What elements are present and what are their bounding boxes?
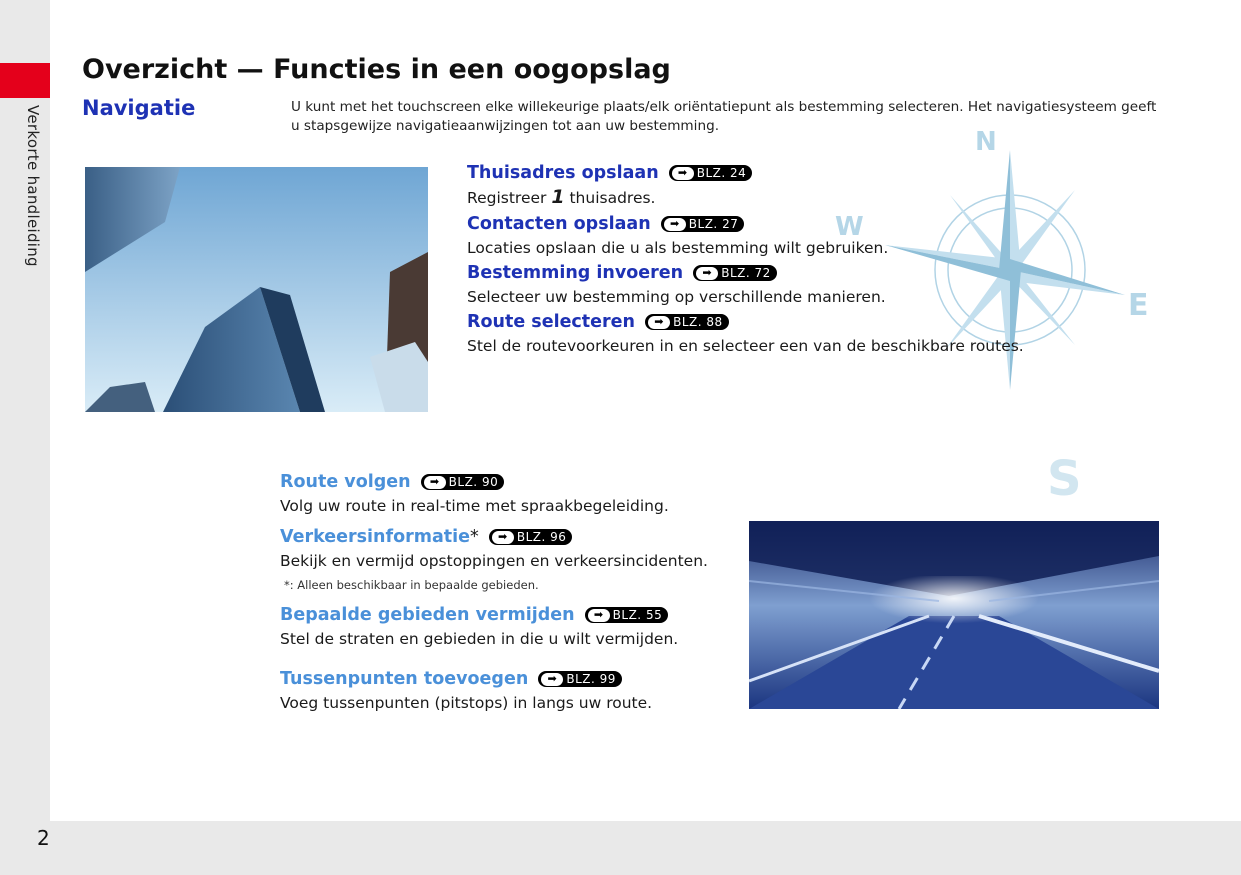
footnote-asterisk: *: [470, 527, 479, 547]
feature-title: Tussenpunten toevoegen: [280, 669, 529, 689]
skyscraper-photo: [85, 167, 428, 412]
preset-number: 1: [551, 186, 565, 208]
feature-title: Verkeersinformatie: [280, 527, 471, 547]
feature-contacts: [467, 213, 888, 259]
arrow-icon: ➡: [672, 167, 694, 180]
feature-description: Volg uw route in real-time met spraakbegeleiding.: [280, 497, 669, 515]
compass-letter-n: N: [975, 127, 997, 157]
section-intro: U kunt met het touchscreen elke willekeurige plaats/elk oriëntatiepunt als bestemming selecteren. Het navigatiesysteem geeft u stapsgewijze navigatieaanwijzingen tot aan uw bestemming.: [291, 99, 1157, 134]
feature-select-route: [467, 311, 1024, 357]
compass-letter-s: S: [1047, 451, 1082, 505]
feature-title: Bepaalde gebieden vermijden: [280, 605, 575, 625]
feature-title: Thuisadres opslaan: [467, 163, 659, 183]
feature-title: Bestemming invoeren: [467, 263, 684, 283]
feature-title: Route selecteren: [467, 312, 636, 332]
feature-avoid-areas: [280, 604, 678, 650]
page-ref-link[interactable]: ➡ BLZ. 88: [645, 314, 729, 330]
page-ref-link[interactable]: ➡ BLZ. 55: [585, 607, 669, 623]
feature-description: Stel de routevoorkeuren in en selecteer een van de beschikbare routes.: [467, 337, 1024, 355]
section-title: Navigatie: [82, 96, 196, 120]
page-ref-link[interactable]: ➡ BLZ. 72: [693, 265, 777, 281]
page-ref-link[interactable]: ➡ BLZ. 99: [538, 671, 622, 687]
feature-description: Selecteer uw bestemming op verschillende manieren.: [467, 288, 886, 306]
page-ref-link[interactable]: ➡ BLZ. 96: [489, 529, 573, 545]
feature-description: Stel de straten en gebieden in die u wilt vermijden.: [280, 630, 679, 648]
compass-letter-w: W: [835, 212, 864, 242]
feature-enter-destination: [467, 262, 886, 308]
page-ref-link[interactable]: ➡ BLZ. 24: [669, 165, 753, 181]
page-ref-link[interactable]: ➡ BLZ. 27: [661, 216, 745, 232]
feature-description: Voeg tussenpunten (pitstops) in langs uw route.: [280, 694, 653, 712]
sidebar-label: Verkorte handleiding: [24, 105, 42, 267]
page-ref-link[interactable]: ➡ BLZ. 90: [421, 474, 505, 490]
arrow-icon: ➡: [664, 218, 686, 231]
feature-follow-route: [280, 471, 669, 517]
feature-title: Contacten opslaan: [467, 214, 651, 234]
arrow-icon: ➡: [492, 531, 514, 544]
arrow-icon: ➡: [588, 609, 610, 622]
footnote: *: Alleen beschikbaar in bepaalde gebieden.: [284, 578, 539, 592]
page-number: 2: [37, 826, 50, 850]
feature-description: Locaties opslaan die u als bestemming wilt gebruiken.: [467, 239, 889, 257]
feature-add-waypoints: [280, 668, 652, 714]
footer-bar: [0, 821, 1241, 875]
feature-description: Registreer 1 thuisadres.: [467, 186, 656, 208]
feature-home-address: [467, 162, 752, 209]
feature-title: Route volgen: [280, 472, 411, 492]
section-tab-marker: [0, 63, 50, 98]
road-motion-photo: [749, 521, 1159, 709]
arrow-icon: ➡: [696, 267, 718, 280]
page-title: Overzicht — Functies in een oogopslag: [82, 54, 671, 85]
arrow-icon: ➡: [424, 476, 446, 489]
feature-description: Bekijk en vermijd opstoppingen en verkeersincidenten.: [280, 552, 708, 570]
feature-traffic-info: [280, 526, 708, 572]
arrow-icon: ➡: [648, 316, 670, 329]
compass-letter-e: E: [1128, 288, 1149, 323]
arrow-icon: ➡: [541, 673, 563, 686]
